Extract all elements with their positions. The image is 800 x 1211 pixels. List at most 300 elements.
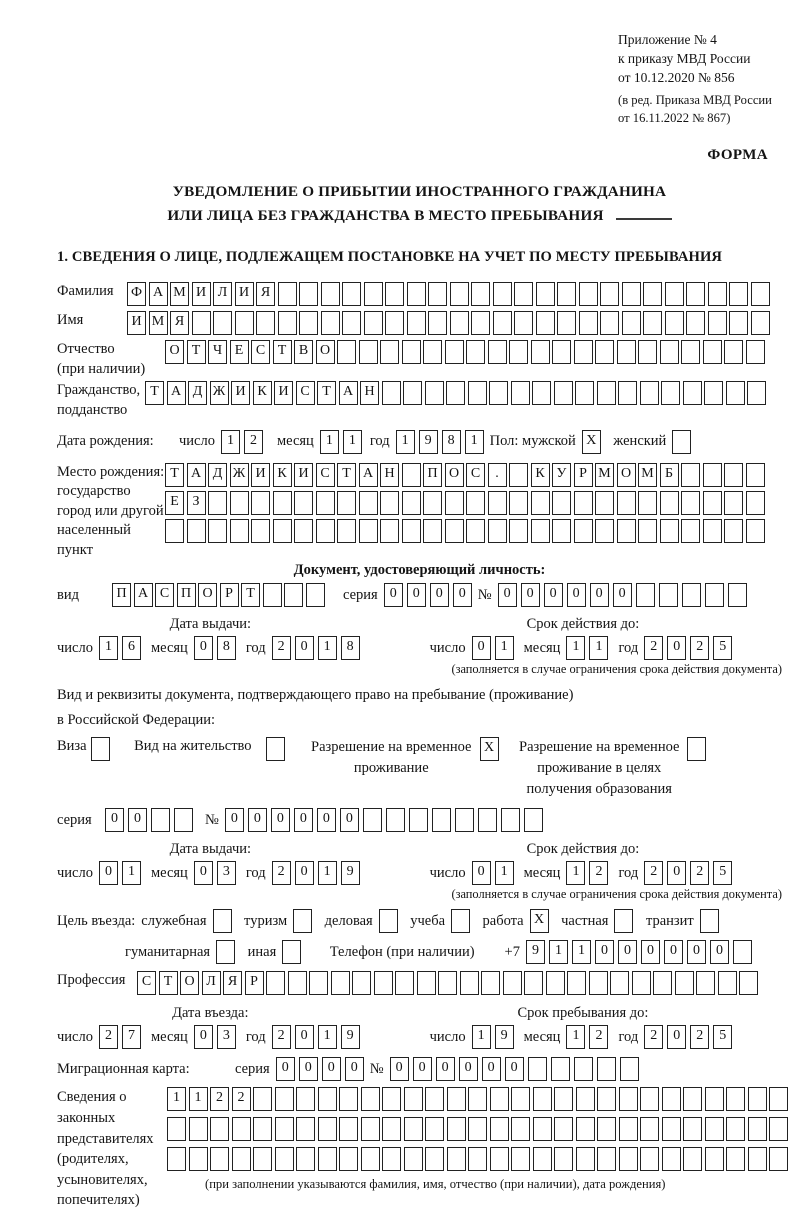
char-box[interactable] <box>724 519 743 543</box>
char-box[interactable] <box>167 1147 186 1171</box>
char-box[interactable]: 1 <box>572 940 591 964</box>
char-box[interactable]: 2 <box>644 636 663 660</box>
visa-checkbox[interactable] <box>91 737 113 761</box>
char-box[interactable] <box>729 282 748 306</box>
char-box[interactable]: Я <box>256 282 275 306</box>
birth-year-field[interactable] <box>396 430 488 454</box>
char-box[interactable]: 0 <box>459 1057 478 1081</box>
char-box[interactable]: Р <box>574 463 593 487</box>
char-box[interactable] <box>337 519 356 543</box>
char-box[interactable]: С <box>251 340 270 364</box>
char-box[interactable]: 0 <box>498 583 517 607</box>
char-box[interactable] <box>705 583 724 607</box>
permit-valid-year[interactable] <box>644 861 736 885</box>
char-box[interactable] <box>708 282 727 306</box>
char-box[interactable] <box>660 491 679 515</box>
char-box[interactable] <box>337 340 356 364</box>
char-box[interactable] <box>256 311 275 335</box>
char-box[interactable]: П <box>112 583 131 607</box>
char-box[interactable] <box>665 311 684 335</box>
entry-year[interactable] <box>272 1025 364 1049</box>
char-box[interactable] <box>266 737 285 761</box>
char-box[interactable]: 0 <box>294 808 313 832</box>
char-box[interactable] <box>425 1117 444 1141</box>
char-box[interactable] <box>683 1147 702 1171</box>
purpose-tourism-checkbox[interactable] <box>293 909 315 933</box>
char-box[interactable]: О <box>198 583 217 607</box>
permit-valid-month[interactable] <box>566 861 612 885</box>
char-box[interactable] <box>151 808 170 832</box>
char-box[interactable]: М <box>595 463 614 487</box>
purpose-business-checkbox[interactable] <box>379 909 401 933</box>
char-box[interactable] <box>404 1117 423 1141</box>
permit-issue-month[interactable] <box>194 861 240 885</box>
char-box[interactable] <box>316 491 335 515</box>
char-box[interactable]: О <box>617 463 636 487</box>
char-box[interactable] <box>533 1087 552 1111</box>
char-box[interactable] <box>554 1117 573 1141</box>
char-box[interactable] <box>278 311 297 335</box>
char-box[interactable] <box>488 491 507 515</box>
char-box[interactable]: Т <box>337 463 356 487</box>
char-box[interactable] <box>380 491 399 515</box>
char-box[interactable] <box>382 1147 401 1171</box>
char-box[interactable] <box>253 1147 272 1171</box>
char-box[interactable]: 2 <box>99 1025 118 1049</box>
char-box[interactable] <box>445 491 464 515</box>
char-box[interactable] <box>638 491 657 515</box>
representatives-row-3[interactable] <box>167 1147 791 1171</box>
char-box[interactable]: П <box>177 583 196 607</box>
char-box[interactable] <box>468 1117 487 1141</box>
char-box[interactable] <box>600 311 619 335</box>
char-box[interactable]: Р <box>245 971 264 995</box>
char-box[interactable] <box>447 1147 466 1171</box>
char-box[interactable]: 3 <box>217 1025 236 1049</box>
char-box[interactable] <box>425 1087 444 1111</box>
char-box[interactable]: 1 <box>465 430 484 454</box>
char-box[interactable] <box>610 971 629 995</box>
char-box[interactable] <box>321 311 340 335</box>
char-box[interactable]: 1 <box>99 636 118 660</box>
char-box[interactable] <box>619 1087 638 1111</box>
birth-place-row-1[interactable] <box>165 463 767 487</box>
char-box[interactable] <box>595 519 614 543</box>
purpose-transit-checkbox[interactable] <box>700 909 722 933</box>
char-box[interactable] <box>659 583 678 607</box>
char-box[interactable]: 1 <box>318 636 337 660</box>
char-box[interactable]: 6 <box>122 636 141 660</box>
char-box[interactable]: Я <box>223 971 242 995</box>
char-box[interactable] <box>361 1147 380 1171</box>
char-box[interactable]: Б <box>660 463 679 487</box>
char-box[interactable] <box>167 1117 186 1141</box>
char-box[interactable] <box>724 463 743 487</box>
char-box[interactable] <box>481 971 500 995</box>
char-box[interactable] <box>640 1147 659 1171</box>
profession-field[interactable] <box>137 971 761 995</box>
patronymic-field[interactable] <box>165 340 767 364</box>
char-box[interactable] <box>425 381 444 405</box>
char-box[interactable]: К <box>273 463 292 487</box>
char-box[interactable] <box>455 808 474 832</box>
char-box[interactable]: И <box>251 463 270 487</box>
char-box[interactable]: 0 <box>299 1057 318 1081</box>
char-box[interactable] <box>296 1147 315 1171</box>
char-box[interactable] <box>337 491 356 515</box>
char-box[interactable] <box>618 381 637 405</box>
char-box[interactable] <box>468 1147 487 1171</box>
char-box[interactable] <box>533 1147 552 1171</box>
char-box[interactable]: 8 <box>442 430 461 454</box>
char-box[interactable] <box>509 519 528 543</box>
char-box[interactable] <box>536 311 555 335</box>
char-box[interactable] <box>640 381 659 405</box>
char-box[interactable] <box>682 583 701 607</box>
char-box[interactable] <box>471 282 490 306</box>
char-box[interactable] <box>489 381 508 405</box>
char-box[interactable] <box>339 1117 358 1141</box>
char-box[interactable] <box>402 491 421 515</box>
char-box[interactable] <box>643 282 662 306</box>
char-box[interactable]: 1 <box>320 430 339 454</box>
char-box[interactable] <box>318 1117 337 1141</box>
char-box[interactable] <box>681 463 700 487</box>
char-box[interactable]: Д <box>188 381 207 405</box>
char-box[interactable] <box>359 340 378 364</box>
char-box[interactable] <box>665 282 684 306</box>
char-box[interactable] <box>490 1117 509 1141</box>
char-box[interactable]: 1 <box>189 1087 208 1111</box>
char-box[interactable]: О <box>180 971 199 995</box>
char-box[interactable] <box>210 1117 229 1141</box>
char-box[interactable] <box>614 909 633 933</box>
char-box[interactable] <box>531 491 550 515</box>
char-box[interactable]: . <box>488 463 507 487</box>
birth-place-row-2[interactable] <box>165 491 767 515</box>
char-box[interactable]: 0 <box>664 940 683 964</box>
char-box[interactable] <box>696 971 715 995</box>
char-box[interactable] <box>380 340 399 364</box>
char-box[interactable]: Т <box>165 463 184 487</box>
doc-number-field[interactable] <box>498 583 751 607</box>
char-box[interactable] <box>232 1117 251 1141</box>
char-box[interactable] <box>275 1087 294 1111</box>
char-box[interactable]: Т <box>317 381 336 405</box>
char-box[interactable] <box>536 282 555 306</box>
char-box[interactable]: 2 <box>690 861 709 885</box>
char-box[interactable]: В <box>294 340 313 364</box>
char-box[interactable]: 0 <box>472 861 491 885</box>
char-box[interactable] <box>213 311 232 335</box>
char-box[interactable] <box>597 1057 616 1081</box>
char-box[interactable]: 9 <box>341 1025 360 1049</box>
char-box[interactable] <box>318 1087 337 1111</box>
char-box[interactable] <box>632 971 651 995</box>
char-box[interactable] <box>751 311 770 335</box>
char-box[interactable]: 0 <box>340 808 359 832</box>
char-box[interactable] <box>174 808 193 832</box>
entry-month[interactable] <box>194 1025 240 1049</box>
char-box[interactable] <box>361 1117 380 1141</box>
char-box[interactable] <box>404 1087 423 1111</box>
char-box[interactable]: 0 <box>322 1057 341 1081</box>
char-box[interactable]: 0 <box>295 1025 314 1049</box>
char-box[interactable] <box>253 1117 272 1141</box>
char-box[interactable] <box>597 1147 616 1171</box>
char-box[interactable] <box>574 340 593 364</box>
doc-issue-year[interactable] <box>272 636 364 660</box>
char-box[interactable] <box>208 491 227 515</box>
char-box[interactable]: А <box>359 463 378 487</box>
char-box[interactable]: 0 <box>618 940 637 964</box>
char-box[interactable] <box>511 1147 530 1171</box>
char-box[interactable] <box>423 519 442 543</box>
char-box[interactable]: Т <box>159 971 178 995</box>
char-box[interactable] <box>769 1087 788 1111</box>
char-box[interactable]: А <box>187 463 206 487</box>
char-box[interactable] <box>672 430 691 454</box>
char-box[interactable] <box>622 311 641 335</box>
char-box[interactable]: Ч <box>208 340 227 364</box>
char-box[interactable] <box>208 519 227 543</box>
char-box[interactable]: 5 <box>713 1025 732 1049</box>
stay-year[interactable] <box>644 1025 736 1049</box>
char-box[interactable] <box>428 282 447 306</box>
char-box[interactable] <box>309 971 328 995</box>
char-box[interactable] <box>724 491 743 515</box>
char-box[interactable] <box>579 282 598 306</box>
char-box[interactable] <box>423 491 442 515</box>
char-box[interactable] <box>509 491 528 515</box>
char-box[interactable] <box>686 282 705 306</box>
char-box[interactable]: Е <box>165 491 184 515</box>
char-box[interactable]: X <box>582 430 601 454</box>
char-box[interactable] <box>660 340 679 364</box>
char-box[interactable] <box>524 808 543 832</box>
char-box[interactable]: 2 <box>589 1025 608 1049</box>
char-box[interactable] <box>681 340 700 364</box>
char-box[interactable] <box>705 1117 724 1141</box>
char-box[interactable] <box>705 1087 724 1111</box>
rvp-checkbox[interactable] <box>480 737 502 761</box>
char-box[interactable] <box>552 491 571 515</box>
char-box[interactable] <box>402 340 421 364</box>
char-box[interactable] <box>554 381 573 405</box>
char-box[interactable] <box>493 311 512 335</box>
char-box[interactable]: 0 <box>613 583 632 607</box>
migration-series-field[interactable] <box>276 1057 368 1081</box>
char-box[interactable]: А <box>339 381 358 405</box>
char-box[interactable]: Е <box>230 340 249 364</box>
char-box[interactable]: С <box>137 971 156 995</box>
char-box[interactable]: З <box>187 491 206 515</box>
sex-male-checkbox[interactable] <box>582 430 604 454</box>
char-box[interactable] <box>747 381 766 405</box>
name-field[interactable] <box>127 311 772 335</box>
char-box[interactable]: 0 <box>641 940 660 964</box>
char-box[interactable]: 0 <box>345 1057 364 1081</box>
sex-female-checkbox[interactable] <box>672 430 694 454</box>
citizenship-field[interactable] <box>145 381 769 405</box>
char-box[interactable]: А <box>134 583 153 607</box>
char-box[interactable] <box>574 491 593 515</box>
representatives-row-2[interactable] <box>167 1117 791 1141</box>
purpose-private-checkbox[interactable] <box>614 909 636 933</box>
char-box[interactable] <box>379 909 398 933</box>
char-box[interactable] <box>275 1117 294 1141</box>
char-box[interactable] <box>91 737 110 761</box>
char-box[interactable] <box>466 340 485 364</box>
char-box[interactable] <box>331 971 350 995</box>
char-box[interactable] <box>703 491 722 515</box>
char-box[interactable]: К <box>253 381 272 405</box>
char-box[interactable] <box>428 311 447 335</box>
char-box[interactable] <box>438 971 457 995</box>
char-box[interactable] <box>235 311 254 335</box>
char-box[interactable] <box>552 340 571 364</box>
char-box[interactable] <box>417 971 436 995</box>
doc-issue-day[interactable] <box>99 636 145 660</box>
char-box[interactable]: 5 <box>713 636 732 660</box>
char-box[interactable]: 0 <box>295 636 314 660</box>
birth-day-field[interactable] <box>221 430 267 454</box>
char-box[interactable] <box>619 1147 638 1171</box>
char-box[interactable]: 0 <box>194 636 213 660</box>
char-box[interactable] <box>339 1147 358 1171</box>
char-box[interactable] <box>724 340 743 364</box>
char-box[interactable] <box>746 491 765 515</box>
char-box[interactable] <box>374 971 393 995</box>
char-box[interactable] <box>705 1147 724 1171</box>
char-box[interactable]: 1 <box>472 1025 491 1049</box>
char-box[interactable] <box>726 1117 745 1141</box>
char-box[interactable] <box>342 311 361 335</box>
char-box[interactable]: 0 <box>436 1057 455 1081</box>
char-box[interactable]: Т <box>241 583 260 607</box>
char-box[interactable] <box>407 282 426 306</box>
char-box[interactable]: 0 <box>544 583 563 607</box>
char-box[interactable]: Ж <box>210 381 229 405</box>
char-box[interactable] <box>216 940 235 964</box>
char-box[interactable]: 0 <box>430 583 449 607</box>
char-box[interactable] <box>361 1087 380 1111</box>
char-box[interactable] <box>617 519 636 543</box>
char-box[interactable] <box>662 1117 681 1141</box>
char-box[interactable]: X <box>480 737 499 761</box>
char-box[interactable] <box>478 808 497 832</box>
char-box[interactable] <box>686 311 705 335</box>
char-box[interactable] <box>385 282 404 306</box>
char-box[interactable] <box>662 1147 681 1171</box>
char-box[interactable] <box>402 519 421 543</box>
stay-month[interactable] <box>566 1025 612 1049</box>
char-box[interactable] <box>704 381 723 405</box>
char-box[interactable] <box>600 282 619 306</box>
char-box[interactable]: 2 <box>244 430 263 454</box>
char-box[interactable]: М <box>638 463 657 487</box>
char-box[interactable] <box>471 311 490 335</box>
char-box[interactable]: М <box>149 311 168 335</box>
char-box[interactable]: 2 <box>690 1025 709 1049</box>
char-box[interactable] <box>660 519 679 543</box>
permit-issue-day[interactable] <box>99 861 145 885</box>
char-box[interactable] <box>339 1087 358 1111</box>
char-box[interactable] <box>445 519 464 543</box>
char-box[interactable] <box>316 519 335 543</box>
char-box[interactable]: 1 <box>566 861 585 885</box>
char-box[interactable]: Т <box>187 340 206 364</box>
char-box[interactable] <box>552 519 571 543</box>
char-box[interactable]: Ж <box>230 463 249 487</box>
char-box[interactable]: И <box>192 282 211 306</box>
char-box[interactable]: 0 <box>472 636 491 660</box>
char-box[interactable] <box>407 311 426 335</box>
char-box[interactable]: П <box>423 463 442 487</box>
char-box[interactable] <box>748 1147 767 1171</box>
char-box[interactable] <box>576 1087 595 1111</box>
char-box[interactable] <box>524 971 543 995</box>
doc-type-field[interactable] <box>112 583 327 607</box>
char-box[interactable]: 8 <box>217 636 236 660</box>
char-box[interactable] <box>189 1117 208 1141</box>
char-box[interactable] <box>675 971 694 995</box>
char-box[interactable] <box>533 1117 552 1141</box>
char-box[interactable] <box>296 1087 315 1111</box>
char-box[interactable]: 2 <box>272 636 291 660</box>
char-box[interactable]: К <box>531 463 550 487</box>
char-box[interactable] <box>597 1117 616 1141</box>
char-box[interactable] <box>451 909 470 933</box>
char-box[interactable]: 0 <box>667 861 686 885</box>
char-box[interactable]: 0 <box>667 636 686 660</box>
birth-place-row-3[interactable] <box>165 519 767 543</box>
char-box[interactable]: 0 <box>271 808 290 832</box>
rvp-education-checkbox[interactable] <box>687 737 709 761</box>
char-box[interactable] <box>165 519 184 543</box>
char-box[interactable] <box>511 1087 530 1111</box>
char-box[interactable]: 1 <box>589 636 608 660</box>
char-box[interactable] <box>683 381 702 405</box>
char-box[interactable]: О <box>445 463 464 487</box>
char-box[interactable] <box>266 971 285 995</box>
char-box[interactable] <box>318 1147 337 1171</box>
vnzh-checkbox[interactable] <box>266 737 288 761</box>
char-box[interactable] <box>386 808 405 832</box>
char-box[interactable] <box>703 519 722 543</box>
char-box[interactable]: 1 <box>566 1025 585 1049</box>
char-box[interactable]: 9 <box>341 861 360 885</box>
purpose-study-checkbox[interactable] <box>451 909 473 933</box>
char-box[interactable] <box>509 340 528 364</box>
char-box[interactable]: 0 <box>687 940 706 964</box>
char-box[interactable] <box>213 909 232 933</box>
char-box[interactable] <box>733 940 752 964</box>
char-box[interactable] <box>363 808 382 832</box>
char-box[interactable] <box>493 282 512 306</box>
char-box[interactable]: 1 <box>495 861 514 885</box>
char-box[interactable] <box>579 311 598 335</box>
char-box[interactable] <box>460 971 479 995</box>
char-box[interactable] <box>643 311 662 335</box>
char-box[interactable]: 3 <box>217 861 236 885</box>
char-box[interactable] <box>726 1147 745 1171</box>
char-box[interactable] <box>528 1057 547 1081</box>
purpose-humanitarian-checkbox[interactable] <box>216 940 238 964</box>
char-box[interactable] <box>275 1147 294 1171</box>
char-box[interactable]: X <box>530 909 549 933</box>
doc-valid-year[interactable] <box>644 636 736 660</box>
